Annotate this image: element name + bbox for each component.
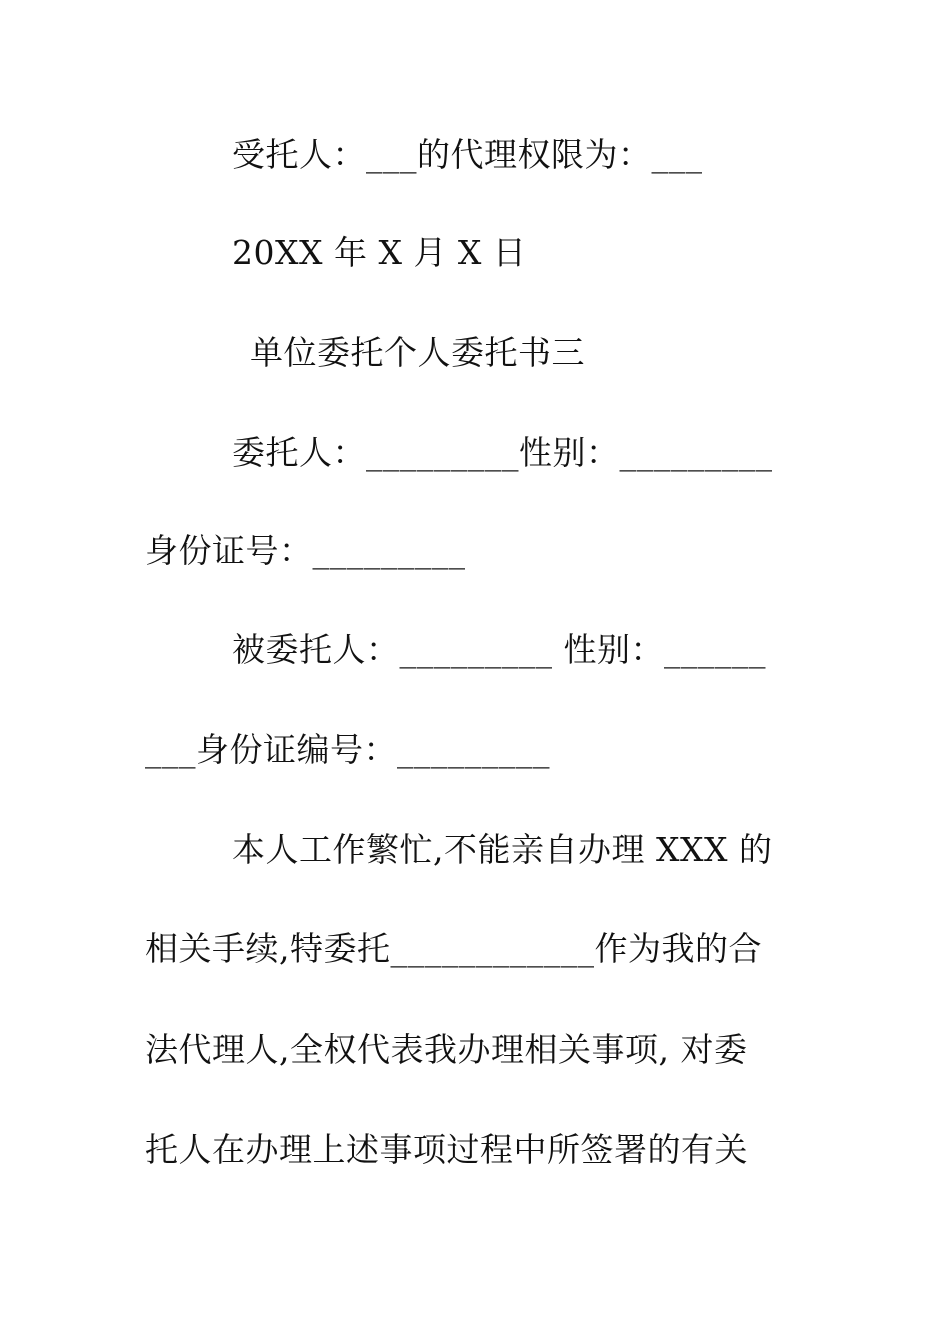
principal-line: 委托人：_________性别：_________ (232, 433, 773, 472)
section-title: 单位委托个人委托书三 (250, 333, 585, 372)
agent-authority-line: 受托人：___的代理权限为：___ (232, 135, 703, 174)
body-paragraph-line-3: 法代理人,全权代表我办理相关事项, 对委 (145, 1030, 748, 1069)
date-line: 20XX 年 X 月 X 日 (232, 233, 527, 272)
agent-id-line: ___身份证编号：_________ (145, 730, 550, 769)
body-paragraph-line-1: 本人工作繁忙,不能亲自办理 XXX 的 (232, 830, 773, 869)
body-paragraph-line-2: 相关手续,特委托____________作为我的合 (145, 929, 762, 968)
agent-line: 被委托人：_________ 性别：______ (232, 630, 766, 669)
id-number-line: 身份证号：_________ (145, 531, 466, 570)
body-paragraph-line-4: 托人在办理上述事项过程中所签署的有关 (145, 1130, 748, 1169)
